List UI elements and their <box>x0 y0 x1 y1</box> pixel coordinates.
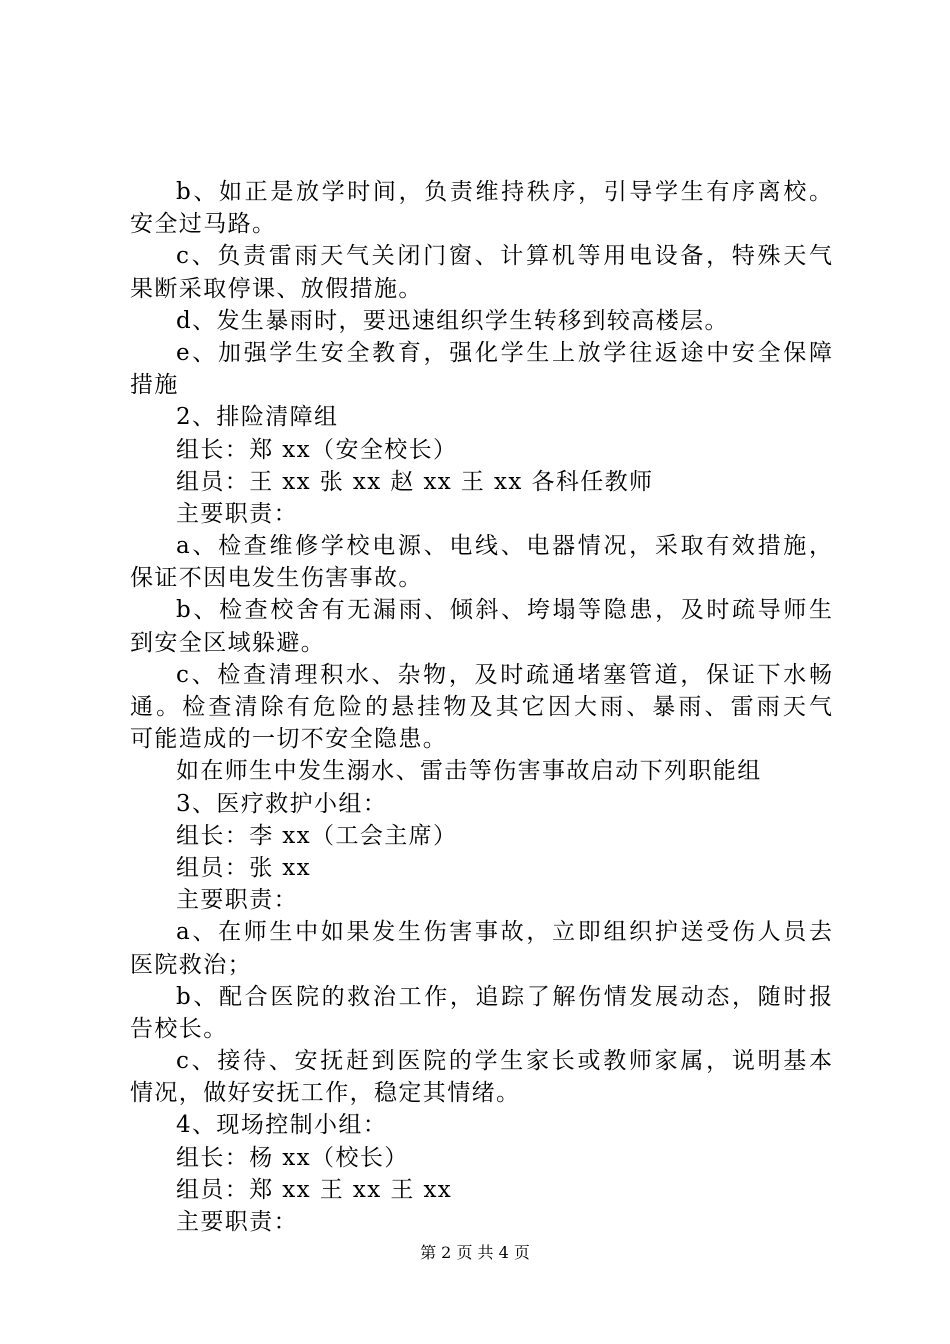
text-line: 组长：杨 xx（校长） <box>176 1144 409 1171</box>
text-line: 组员：王 xx 张 xx 赵 xx 王 xx 各科任教师 <box>176 468 654 495</box>
text-line: 主要职责： <box>176 500 298 527</box>
text-line: 组长：李 xx（工会主席） <box>176 822 458 849</box>
text-line: 组长：郑 xx（安全校长） <box>176 436 458 463</box>
text-line: 4、现场控制小组： <box>176 1112 388 1139</box>
text-line: 如在师生中发生溺水、雷击等伤害事故启动下列职能组 <box>176 758 762 785</box>
text-line: 果断采取停课、放假措施。 <box>130 275 423 302</box>
text-line: 可能造成的一切不安全隐患。 <box>130 726 448 753</box>
text-line: 医院救治； <box>130 951 252 978</box>
text-line: 主要职责： <box>176 887 298 914</box>
text-line: d、发生暴雨时，要迅速组织学生转移到较高楼层。 <box>176 307 729 334</box>
text-line: b、如正是放学时间，负责维持秩序，引导学生有序离校。 <box>176 179 832 205</box>
text-line: c、接待、安抚赶到医院的学生家长或教师家属，说明基本 <box>176 1048 832 1075</box>
text-line: c、负责雷雨天气关闭门窗、计算机等用电设备，特殊天气 <box>176 243 832 270</box>
page-footer: 第 2 页 共 4 页 <box>420 1243 530 1262</box>
text-line: 通。检查清除有危险的悬挂物及其它因大雨、暴雨、雷雨天气 <box>130 694 832 720</box>
text-line: 到安全区域躲避。 <box>130 629 326 656</box>
text-line: 组员：郑 xx 王 xx 王 xx <box>176 1176 453 1203</box>
text-line: 保证不因电发生伤害事故。 <box>130 565 423 592</box>
text-line: 措施 <box>130 372 179 399</box>
text-line: b、检查校舍有无漏雨、倾斜、垮塌等隐患，及时疏导师生 <box>176 597 832 624</box>
text-line: c、检查清理积水、杂物，及时疏通堵塞管道，保证下水畅 <box>176 661 832 688</box>
text-line: 安全过马路。 <box>130 211 277 238</box>
text-line: b、配合医院的救治工作，追踪了解伤情发展动态，随时报 <box>176 983 832 1010</box>
text-line: a、在师生中如果发生伤害事故，立即组织护送受伤人员去 <box>176 919 832 946</box>
text-line: e、加强学生安全教育，强化学生上放学往返途中安全保障 <box>176 339 832 366</box>
text-line: 主要职责： <box>176 1209 298 1235</box>
text-line: 3、医疗救护小组： <box>176 790 388 817</box>
text-line: 告校长。 <box>130 1015 228 1042</box>
text-line: 情况，做好安抚工作，稳定其情绪。 <box>130 1080 521 1107</box>
text-line: a、检查维修学校电源、电线、电器情况，采取有效措施， <box>176 533 832 560</box>
document-body <box>130 176 832 1238</box>
text-line: 组员：张 xx <box>176 854 312 881</box>
text-line: 2、排险清障组 <box>176 404 339 431</box>
